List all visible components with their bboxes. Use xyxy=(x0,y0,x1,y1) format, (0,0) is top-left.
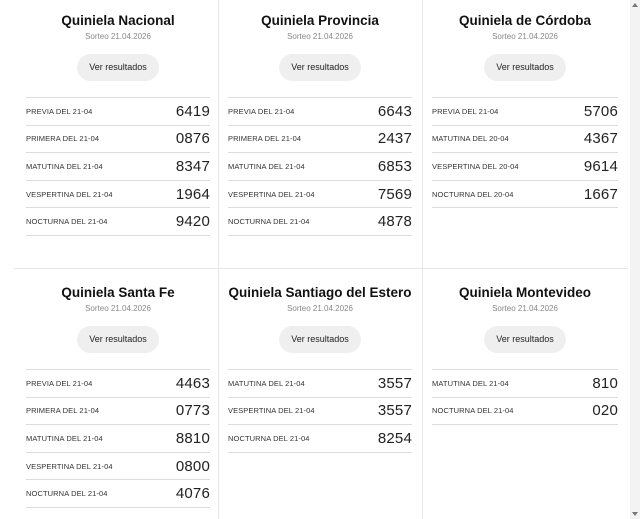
draw-number: 0876 xyxy=(175,130,210,148)
draw-label: MATUTINA DEL 21-04 xyxy=(26,433,103,443)
draw-number: 4076 xyxy=(175,485,210,503)
draw-number: 4463 xyxy=(175,374,210,392)
result-row xyxy=(26,208,210,236)
result-row xyxy=(228,98,412,126)
card-quiniela-montevideo xyxy=(422,268,628,519)
ver-resultados-button[interactable]: Ver resultados xyxy=(279,54,361,81)
draw-number: 4367 xyxy=(583,130,618,148)
result-row xyxy=(26,181,210,209)
card-quiniela-provincia xyxy=(218,0,422,268)
card-header xyxy=(26,269,210,314)
scroll-up-arrow-icon[interactable] xyxy=(632,3,638,7)
draw-number: 7569 xyxy=(377,185,412,203)
draw-label: PREVIA DEL 21-04 xyxy=(26,106,93,116)
card-title: Quiniela Santiago del Estero xyxy=(228,285,412,300)
draw-label: VESPERTINA DEL 20-04 xyxy=(432,161,519,171)
draw-label: VESPERTINA DEL 21-04 xyxy=(228,189,315,199)
result-row xyxy=(432,126,618,154)
result-row xyxy=(432,370,618,398)
draw-label: NOCTURNA DEL 21-04 xyxy=(26,217,108,227)
results-list xyxy=(26,369,210,508)
card-header xyxy=(432,269,618,314)
draw-label: PREVIA DEL 21-04 xyxy=(228,106,295,116)
results-list xyxy=(228,97,412,236)
draw-label: MATUTINA DEL 20-04 xyxy=(432,134,509,144)
card-header xyxy=(228,0,412,42)
card-date: Sorteo 21.04.2026 xyxy=(287,32,353,41)
draw-label: MATUTINA DEL 21-04 xyxy=(432,378,509,388)
draw-label: MATUTINA DEL 21-04 xyxy=(26,161,103,171)
results-list xyxy=(228,369,412,453)
ver-resultados-button[interactable]: Ver resultados xyxy=(279,326,361,353)
result-row xyxy=(432,398,618,426)
draw-number: 810 xyxy=(592,374,618,392)
draw-number: 9614 xyxy=(583,157,618,175)
card-header xyxy=(228,269,412,314)
card-quiniela-nacional xyxy=(14,0,218,268)
result-row xyxy=(228,181,412,209)
scroll-down-arrow-icon[interactable] xyxy=(632,512,638,516)
result-row xyxy=(228,126,412,154)
card-date: Sorteo 21.04.2026 xyxy=(492,304,558,313)
result-row xyxy=(26,425,210,453)
card-date: Sorteo 21.04.2026 xyxy=(287,304,353,313)
card-header xyxy=(26,0,210,42)
draw-label: NOCTURNA DEL 21-04 xyxy=(228,217,310,227)
draw-label: VESPERTINA DEL 21-04 xyxy=(228,406,315,416)
draw-label: PRIMERA DEL 21-04 xyxy=(26,134,100,144)
ver-resultados-button[interactable]: Ver resultados xyxy=(77,54,159,81)
card-header xyxy=(432,0,618,42)
result-row xyxy=(26,98,210,126)
result-row xyxy=(228,370,412,398)
draw-label: NOCTURNA DEL 21-04 xyxy=(26,489,108,499)
draw-number: 1964 xyxy=(175,185,210,203)
card-quiniela-cordoba xyxy=(422,0,628,268)
draw-label: PRIMERA DEL 21-04 xyxy=(228,134,302,144)
ver-resultados-button[interactable]: Ver resultados xyxy=(77,326,159,353)
draw-number: 1667 xyxy=(583,185,618,203)
draw-label: NOCTURNA DEL 21-04 xyxy=(228,433,310,443)
draw-number: 6643 xyxy=(377,102,412,120)
scrollbar[interactable] xyxy=(630,0,640,519)
result-row xyxy=(228,425,412,453)
draw-number: 5706 xyxy=(583,102,618,120)
draw-number: 3557 xyxy=(377,374,412,392)
draw-label: VESPERTINA DEL 21-04 xyxy=(26,461,113,471)
draw-number: 8254 xyxy=(377,429,412,447)
result-row xyxy=(228,398,412,426)
draw-number: 0800 xyxy=(175,457,210,475)
draw-number: 3557 xyxy=(377,402,412,420)
draw-label: VESPERTINA DEL 21-04 xyxy=(26,189,113,199)
draw-label: PRIMERA DEL 21-04 xyxy=(26,406,100,416)
card-date: Sorteo 21.04.2026 xyxy=(85,304,151,313)
draw-number: 2437 xyxy=(377,130,412,148)
card-date: Sorteo 21.04.2026 xyxy=(85,32,151,41)
draw-label: MATUTINA DEL 21-04 xyxy=(228,378,305,388)
card-title: Quiniela Nacional xyxy=(61,13,175,28)
card-title: Quiniela Provincia xyxy=(261,13,379,28)
card-title: Quiniela de Córdoba xyxy=(458,13,591,28)
result-row xyxy=(26,480,210,508)
result-row xyxy=(432,98,618,126)
results-list xyxy=(432,97,618,208)
results-list xyxy=(26,97,210,236)
draw-label: MATUTINA DEL 21-04 xyxy=(228,161,305,171)
draw-label: PREVIA DEL 21-04 xyxy=(432,106,499,116)
card-quiniela-santa-fe xyxy=(14,268,218,519)
card-title: Quiniela Montevideo xyxy=(458,285,591,300)
card-quiniela-santiago-del-estero xyxy=(218,268,422,519)
result-row xyxy=(432,153,618,181)
result-row xyxy=(26,126,210,154)
draw-number: 8810 xyxy=(175,429,210,447)
result-row xyxy=(432,181,618,209)
draw-label: NOCTURNA DEL 21-04 xyxy=(432,406,514,416)
ver-resultados-button[interactable]: Ver resultados xyxy=(484,54,566,81)
card-date: Sorteo 21.04.2026 xyxy=(492,32,558,41)
draw-number: 8347 xyxy=(175,157,210,175)
results-list xyxy=(432,369,618,425)
draw-number: 4878 xyxy=(377,213,412,231)
result-row xyxy=(26,398,210,426)
draw-number: 9420 xyxy=(175,213,210,231)
card-title: Quiniela Santa Fe xyxy=(61,285,175,300)
result-row xyxy=(228,153,412,181)
draw-number: 020 xyxy=(592,402,618,420)
draw-label: NOCTURNA DEL 20-04 xyxy=(432,189,514,199)
result-row xyxy=(26,370,210,398)
draw-number: 6419 xyxy=(175,102,210,120)
draw-number: 6853 xyxy=(377,157,412,175)
result-row xyxy=(26,453,210,481)
ver-resultados-button[interactable]: Ver resultados xyxy=(484,326,566,353)
result-row xyxy=(26,153,210,181)
draw-label: PREVIA DEL 21-04 xyxy=(26,378,93,388)
draw-number: 0773 xyxy=(175,402,210,420)
result-row xyxy=(228,208,412,236)
